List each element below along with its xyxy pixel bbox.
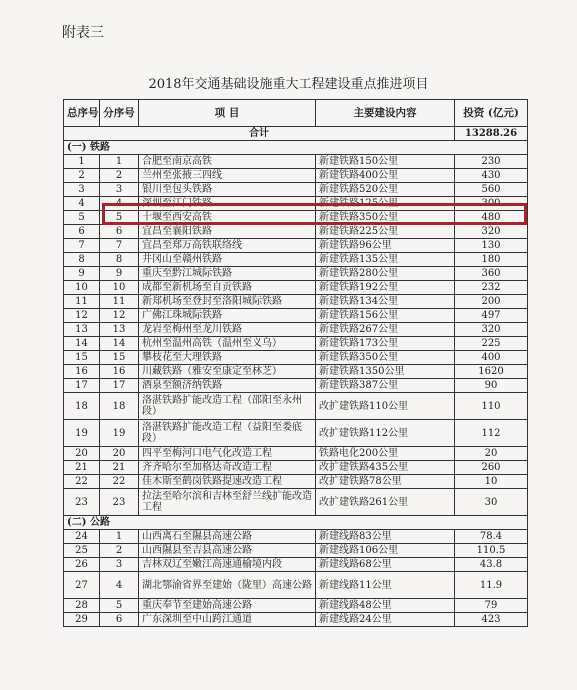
- row-sub-no: 2: [100, 169, 139, 183]
- row-total-no: 16: [64, 365, 100, 379]
- row-total-no: 18: [64, 393, 100, 420]
- row-total-no: 11: [64, 295, 100, 309]
- row-content: 新建铁路267公里: [316, 323, 455, 337]
- table-row: [64, 447, 528, 461]
- section-highway: [64, 516, 528, 530]
- row-sub-no: 5: [100, 599, 139, 613]
- row-total-no: 2: [64, 169, 100, 183]
- table-row: [64, 489, 528, 516]
- row-project: 山西隰县至吉县高速公路: [139, 544, 316, 558]
- row-content: 新建铁路135公里: [316, 253, 455, 267]
- row-sub-no: 9: [100, 267, 139, 281]
- row-investment: 232: [455, 281, 528, 295]
- row-investment: 260: [455, 461, 528, 475]
- row-investment: 78.4: [455, 530, 528, 544]
- row-content: 改扩建铁路261公里: [316, 489, 455, 516]
- row-sub-no: 1: [100, 155, 139, 169]
- row-sub-no: 22: [100, 475, 139, 489]
- row-content: 新建线路11公里: [316, 572, 455, 599]
- row-content: 新建铁路400公里: [316, 169, 455, 183]
- row-total-no: 23: [64, 489, 100, 516]
- row-sub-no: 7: [100, 239, 139, 253]
- row-content: 新建铁路125公里: [316, 197, 455, 211]
- row-content: 新建线路24公里: [316, 613, 455, 627]
- row-total-no: 29: [64, 613, 100, 627]
- row-sub-no: 23: [100, 489, 139, 516]
- row-total-no: 7: [64, 239, 100, 253]
- total-row: [64, 127, 528, 141]
- row-project: 湖北鄂渝省界至建始（陇里）高速公路: [139, 572, 316, 599]
- table-row: [64, 309, 528, 323]
- table-row: [64, 197, 528, 211]
- row-total-no: 25: [64, 544, 100, 558]
- document-title: 2018年交通基础设施重大工程建设重点推进项目: [148, 77, 429, 92]
- row-investment: 560: [455, 183, 528, 197]
- row-total-no: 22: [64, 475, 100, 489]
- row-project: 拉法至哈尔滨和吉林至舒兰线扩能改造工程: [139, 489, 316, 516]
- row-investment: 79: [455, 599, 528, 613]
- row-project: 吉林双辽至嫩江高速通榆境内段: [139, 558, 316, 572]
- row-total-no: 15: [64, 351, 100, 365]
- row-project: 洛湛铁路扩能改造工程（益阳至娄底段）: [139, 420, 316, 447]
- table-row: [64, 572, 528, 599]
- header-project: 项 目: [139, 100, 316, 127]
- table-row: [64, 530, 528, 544]
- row-content: 改扩建铁路110公里: [316, 393, 455, 420]
- table-row: [64, 323, 528, 337]
- row-content: 新建铁路96公里: [316, 239, 455, 253]
- row-content: 新建线路83公里: [316, 530, 455, 544]
- row-investment: 43.8: [455, 558, 528, 572]
- row-investment: 1620: [455, 365, 528, 379]
- row-total-no: 1: [64, 155, 100, 169]
- row-investment: 225: [455, 337, 528, 351]
- row-content: 新建铁路350公里: [316, 351, 455, 365]
- row-sub-no: 6: [100, 225, 139, 239]
- row-sub-no: 5: [100, 211, 139, 225]
- table-row: [64, 544, 528, 558]
- table-row: [64, 351, 528, 365]
- row-project: 新郑机场至登封至洛阳城际铁路: [139, 295, 316, 309]
- row-investment: 112: [455, 420, 528, 447]
- row-sub-no: 15: [100, 351, 139, 365]
- total-value: 13288.26: [455, 127, 528, 141]
- row-project: 成都至新机场至自贡铁路: [139, 281, 316, 295]
- table-row: [64, 267, 528, 281]
- row-sub-no: 11: [100, 295, 139, 309]
- row-project: 酒泉至额济纳铁路: [139, 379, 316, 393]
- row-project: 十堰至西安高铁: [139, 211, 316, 225]
- row-total-no: 13: [64, 323, 100, 337]
- total-label: 合计: [64, 127, 455, 141]
- row-project: 广东深圳至中山跨江通道: [139, 613, 316, 627]
- row-investment: 110.5: [455, 544, 528, 558]
- row-content: 新建铁路150公里: [316, 155, 455, 169]
- row-sub-no: 14: [100, 337, 139, 351]
- table-row: [64, 365, 528, 379]
- row-content: 新建铁路1350公里: [316, 365, 455, 379]
- row-project: 深圳至江门铁路: [139, 197, 316, 211]
- row-sub-no: 20: [100, 447, 139, 461]
- row-project: 银川至包头铁路: [139, 183, 316, 197]
- row-sub-no: 6: [100, 613, 139, 627]
- row-project: 广佛江珠城际铁路: [139, 309, 316, 323]
- table-row: [64, 613, 528, 627]
- row-content: 改扩建铁路435公里: [316, 461, 455, 475]
- table-row: [64, 253, 528, 267]
- row-total-no: 5: [64, 211, 100, 225]
- table-row: [64, 558, 528, 572]
- row-total-no: 8: [64, 253, 100, 267]
- row-total-no: 6: [64, 225, 100, 239]
- table-row: [64, 155, 528, 169]
- header-total-no: 总序号: [64, 100, 100, 127]
- section-highway-label: (二) 公路: [64, 516, 528, 530]
- row-project: 兰州至张掖三四线: [139, 169, 316, 183]
- row-project: 重庆奉节至建始高速公路: [139, 599, 316, 613]
- table-body: [64, 100, 528, 627]
- table-row: [64, 599, 528, 613]
- row-investment: 30: [455, 489, 528, 516]
- row-investment: 400: [455, 351, 528, 365]
- row-investment: 430: [455, 169, 528, 183]
- header-sub-no: 分序号: [100, 100, 139, 127]
- row-investment: 20: [455, 447, 528, 461]
- row-sub-no: 18: [100, 393, 139, 420]
- row-total-no: 24: [64, 530, 100, 544]
- row-investment: 423: [455, 613, 528, 627]
- row-project: 四平至梅河口电气化改造工程: [139, 447, 316, 461]
- row-investment: 320: [455, 225, 528, 239]
- row-total-no: 14: [64, 337, 100, 351]
- table-row: [64, 420, 528, 447]
- row-total-no: 17: [64, 379, 100, 393]
- row-sub-no: 13: [100, 323, 139, 337]
- row-sub-no: 1: [100, 530, 139, 544]
- row-sub-no: 10: [100, 281, 139, 295]
- header-content: 主要建设内容: [316, 100, 455, 127]
- row-sub-no: 8: [100, 253, 139, 267]
- row-total-no: 10: [64, 281, 100, 295]
- row-investment: 230: [455, 155, 528, 169]
- row-project: 川藏铁路（雅安至康定至林芝）: [139, 365, 316, 379]
- row-total-no: 28: [64, 599, 100, 613]
- row-project: 宜昌至郑万高铁联络线: [139, 239, 316, 253]
- table-row: [64, 461, 528, 475]
- row-project: 杭州至温州高铁（温州至义乌）: [139, 337, 316, 351]
- row-project: 龙岩至梅州至龙川铁路: [139, 323, 316, 337]
- row-sub-no: 4: [100, 197, 139, 211]
- row-content: 新建铁路192公里: [316, 281, 455, 295]
- row-project: 佳木斯至鹤岗铁路提速改造工程: [139, 475, 316, 489]
- row-investment: 300: [455, 197, 528, 211]
- row-content: 新建线路48公里: [316, 599, 455, 613]
- table-row: [64, 225, 528, 239]
- row-investment: 130: [455, 239, 528, 253]
- row-project: 重庆至黔江城际铁路: [139, 267, 316, 281]
- row-content: 新建线路68公里: [316, 558, 455, 572]
- row-sub-no: 12: [100, 309, 139, 323]
- row-content: 改扩建铁路112公里: [316, 420, 455, 447]
- row-investment: 320: [455, 323, 528, 337]
- row-sub-no: 21: [100, 461, 139, 475]
- row-content: 新建铁路134公里: [316, 295, 455, 309]
- row-content: 新建铁路350公里: [316, 211, 455, 225]
- table-row: [64, 295, 528, 309]
- table-row: [64, 337, 528, 351]
- row-sub-no: 19: [100, 420, 139, 447]
- row-sub-no: 3: [100, 183, 139, 197]
- table-row: [64, 475, 528, 489]
- table-row: [64, 393, 528, 420]
- row-project: 合肥至南京高铁: [139, 155, 316, 169]
- row-total-no: 19: [64, 420, 100, 447]
- row-total-no: 4: [64, 197, 100, 211]
- row-investment: 10: [455, 475, 528, 489]
- row-content: 新建铁路387公里: [316, 379, 455, 393]
- table-row: [64, 211, 528, 225]
- row-content: 新建铁路173公里: [316, 337, 455, 351]
- row-content: 新建铁路225公里: [316, 225, 455, 239]
- row-content: 铁路电化200公里: [316, 447, 455, 461]
- row-investment: 497: [455, 309, 528, 323]
- row-total-no: 12: [64, 309, 100, 323]
- row-content: 新建线路106公里: [316, 544, 455, 558]
- row-sub-no: 16: [100, 365, 139, 379]
- table-row: [64, 379, 528, 393]
- row-investment: 90: [455, 379, 528, 393]
- row-project: 洛湛铁路扩能改造工程（邵阳至永州段）: [139, 393, 316, 420]
- row-content: 新建铁路156公里: [316, 309, 455, 323]
- row-total-no: 27: [64, 572, 100, 599]
- row-project: 宜昌至襄阳铁路: [139, 225, 316, 239]
- row-total-no: 9: [64, 267, 100, 281]
- annex-label: 附表三: [62, 25, 104, 41]
- row-total-no: 26: [64, 558, 100, 572]
- table-row: [64, 183, 528, 197]
- row-investment: 480: [455, 211, 528, 225]
- table-row: [64, 169, 528, 183]
- row-investment: 180: [455, 253, 528, 267]
- row-content: 改扩建铁路78公里: [316, 475, 455, 489]
- row-sub-no: 4: [100, 572, 139, 599]
- row-sub-no: 2: [100, 544, 139, 558]
- row-sub-no: 3: [100, 558, 139, 572]
- row-investment: 11.9: [455, 572, 528, 599]
- row-total-no: 21: [64, 461, 100, 475]
- row-project: 山西离石至隰县高速公路: [139, 530, 316, 544]
- row-investment: 200: [455, 295, 528, 309]
- table-row: [64, 239, 528, 253]
- row-project: 齐齐哈尔至加格达奇改造工程: [139, 461, 316, 475]
- table-row: [64, 281, 528, 295]
- row-content: 新建铁路520公里: [316, 183, 455, 197]
- section-railway: [64, 141, 528, 155]
- projects-table: [63, 99, 528, 627]
- header-row: [64, 100, 528, 127]
- row-investment: 360: [455, 267, 528, 281]
- header-investment: 投资 (亿元): [455, 100, 528, 127]
- row-project: 井冈山至赣州铁路: [139, 253, 316, 267]
- row-content: 新建铁路280公里: [316, 267, 455, 281]
- row-total-no: 3: [64, 183, 100, 197]
- row-project: 攀枝花至大理铁路: [139, 351, 316, 365]
- row-sub-no: 17: [100, 379, 139, 393]
- row-total-no: 20: [64, 447, 100, 461]
- row-investment: 110: [455, 393, 528, 420]
- section-railway-label: (一) 铁路: [64, 141, 528, 155]
